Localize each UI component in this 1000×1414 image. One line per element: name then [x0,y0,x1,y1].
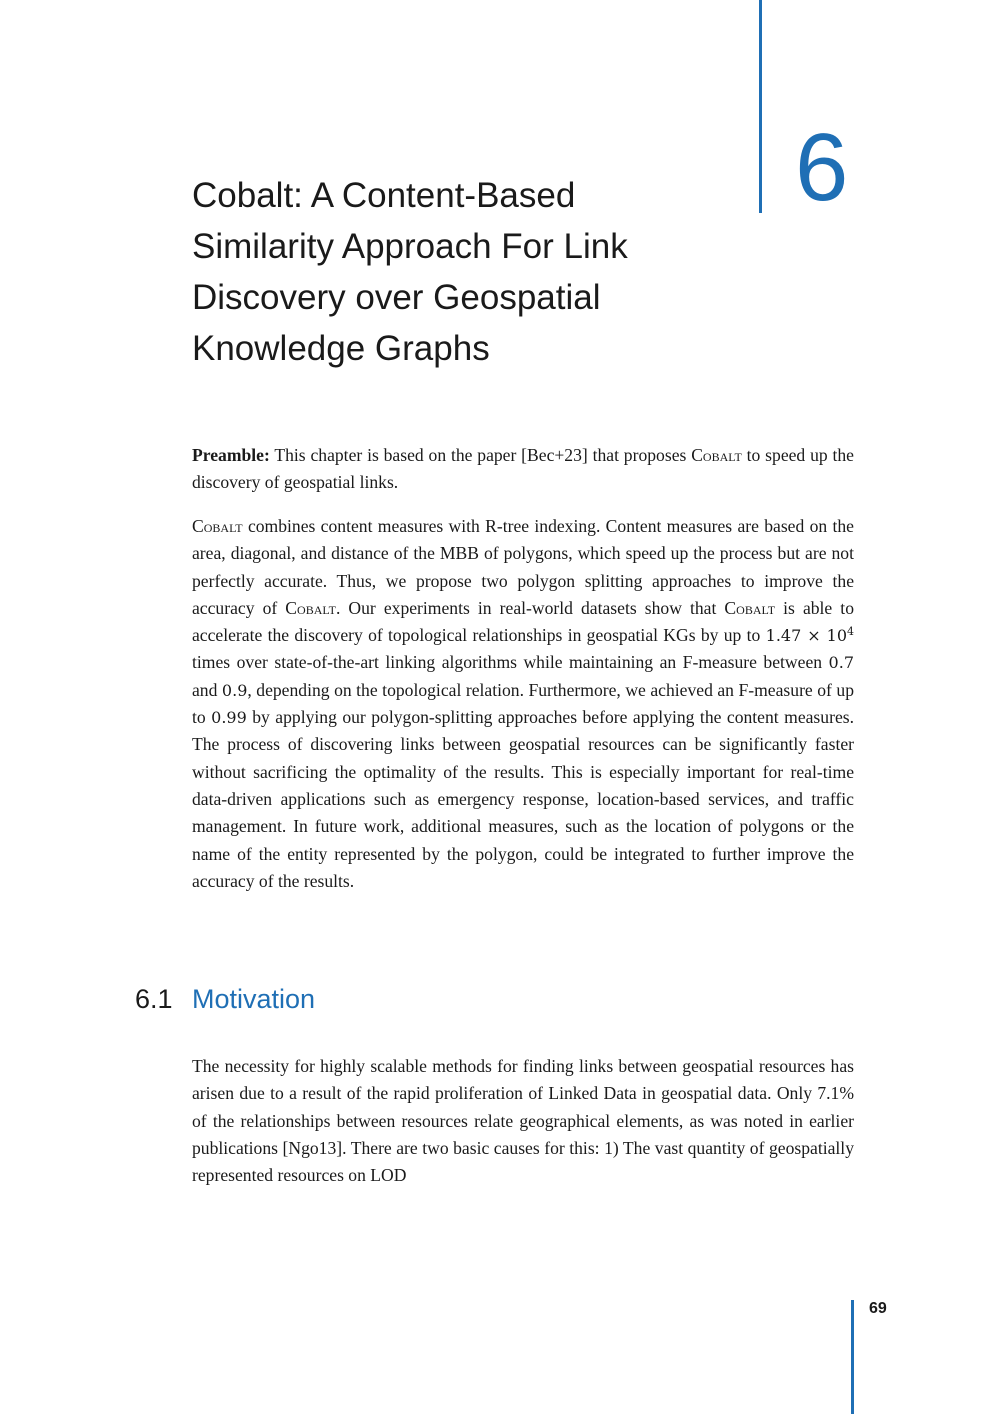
speedup-value [766,626,854,645]
abstract-text: is able to accelerate the discovery of topological relationships in geospatial KGs by up to [192,597,854,646]
abstract-text: , depending on the topological relation. Furthermore, we achieved an F-measure of up to [192,679,854,728]
section-number: 6.1 [135,984,173,1014]
abstract-paragraph [192,513,854,895]
page-rule [851,1300,854,1414]
chapter-title [192,170,732,374]
abstract-text: and [192,679,222,700]
system-name: Cobalt [724,597,776,618]
abstract-text: times over state-of-the-art linking algorithms while maintaining an F-measure between [192,652,829,673]
speedup-base: 1.47 × 10 [765,626,848,646]
page-number: 69 [869,1300,887,1317]
chapter-rule [759,0,762,213]
preamble-paragraph [192,442,854,497]
preamble-label: Preamble: [192,445,270,465]
system-name: Cobalt [285,597,336,618]
chapter-title-line: Similarity Approach For Link [192,227,628,266]
chapter-title-line: Knowledge Graphs [192,329,490,368]
f-measure-max: 0.99 [211,708,247,728]
abstract-text: by applying our polygon-splitting approaches before applying the content measures. The process of discovering links between geospatial resources can be significantly faster without sacrificing the optimality of the results. This is especially important for real-time data-driven applications such as emergency response, location-based services, and traffic management. In future work, additional measures, such as the location of polygons or the name of the entity represented by the polygon, could be integrated to further improve the accuracy of the results. [192,707,854,891]
motivation-paragraph [192,1053,854,1189]
motivation-text: The necessity for highly scalable methods for finding links between geospatial resources has arisen due to a result of the rapid proliferation of Linked Data in geospatial data. Only 7.1% of the relationships between resources relate geographical elements, as was noted in earlier publications [Ngo13]. There are two basic causes for this: 1) The vast quantity of geospatially represented resources on LOD [192,1056,854,1186]
system-name: Cobalt [192,516,243,536]
system-name: Cobalt [691,445,742,465]
section-title: Motivation [192,984,316,1014]
preamble-text: to speed up the discovery of geospatial links. [192,445,854,493]
f-measure-high: 0.9 [221,680,248,700]
abstract-text: combines content measures with R-tree indexing. Content measures are based on the area, diagonal, and distance of the MBB of polygons, which speed up the process but are not perfectly accurate. Thus, we propose two polygon splitting approaches to improve the accuracy of [192,516,854,618]
speedup-exponent: 4 [847,625,855,639]
preamble-text: This chapter is based on the paper [Bec+23] that proposes [269,445,692,465]
chapter-title-line: Cobalt: A Content-Based [192,176,576,215]
chapter-number: 6 [795,114,849,221]
f-measure-low: 0.7 [828,653,854,673]
abstract-text: . Our experiments in real-world datasets show that [335,597,725,618]
chapter-title-line: Discovery over Geospatial [192,278,601,317]
